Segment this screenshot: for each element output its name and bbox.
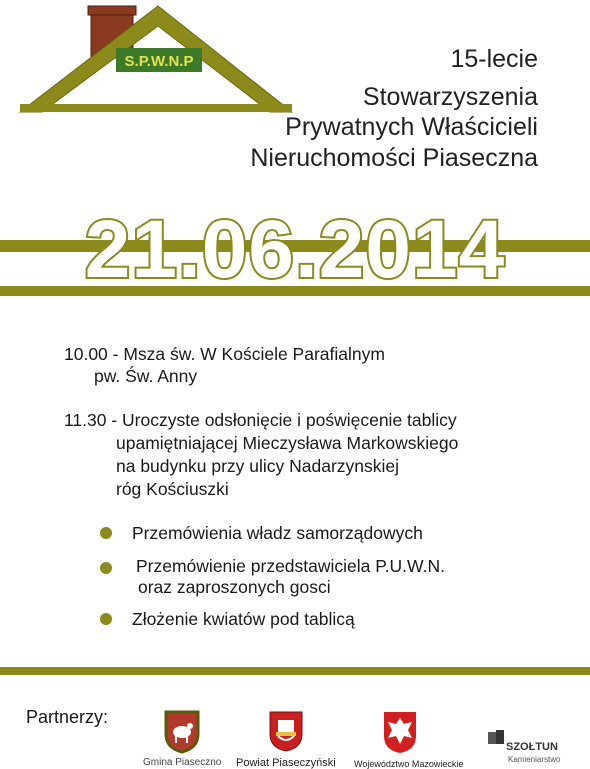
header-line-4: Nieruchomości Piaseczna [250, 144, 538, 172]
spwnp-logo [0, 0, 300, 120]
header-line-3: Prywatnych Właścicieli [285, 113, 538, 141]
partner-powiat-name: Powiat Piaseczyński [236, 757, 336, 769]
schedule-2-line-4: róg Kościuszki [116, 479, 229, 499]
logo-text: S.P.W.N.P [124, 53, 194, 70]
powiat-crest-icon [268, 710, 304, 752]
partner-mazowieckie-name: Województwo Mazowieckie [354, 759, 464, 769]
bullet-dot-2 [100, 562, 112, 574]
bullet-3-text: Złożenie kwiatów pod tablicą [132, 609, 355, 629]
schedule-2-line-2: upamiętniającej Mieczysława Markowskiego [116, 433, 459, 453]
event-date-text: 21.06.2014 [84, 205, 506, 295]
schedule-2-line-3: na budynku przy ulicy Nadarzynskiej [116, 456, 400, 476]
header-line-2: Stowarzyszenia [362, 83, 538, 111]
schedule-1-line-2: pw. Św. Anny [94, 366, 198, 386]
partner-szoltun-name: SZOŁTUN [506, 741, 558, 753]
bullet-dot-1 [100, 527, 112, 539]
gmina-crest-icon [162, 708, 202, 754]
partner-gmina-name: Gmina Piaseczno [143, 757, 222, 768]
mazowieckie-eagle-icon [382, 710, 418, 754]
partners-label: Partnerzy: [26, 707, 109, 727]
bullet-2-text-2: oraz zaproszonych gosci [138, 577, 331, 597]
bullet-2-text: Przemówienie przedstawiciela P.U.W.N. [136, 556, 445, 576]
schedule-2-line-1: 11.30 - Uroczyste odsłonięcie i poświęcenie tablicy [64, 410, 457, 430]
schedule-1-line-1: 10.00 - Msza św. W Kościele Parafialnym [64, 344, 385, 364]
partner-szoltun-sub: Kamieniarstwo [508, 755, 561, 764]
bullet-1-text: Przemówienia władz samorządowych [132, 523, 423, 543]
event-date [0, 205, 590, 295]
header-line-1: 15-lecie [450, 45, 538, 73]
footer-band [0, 667, 590, 675]
bullet-dot-3 [100, 613, 112, 625]
